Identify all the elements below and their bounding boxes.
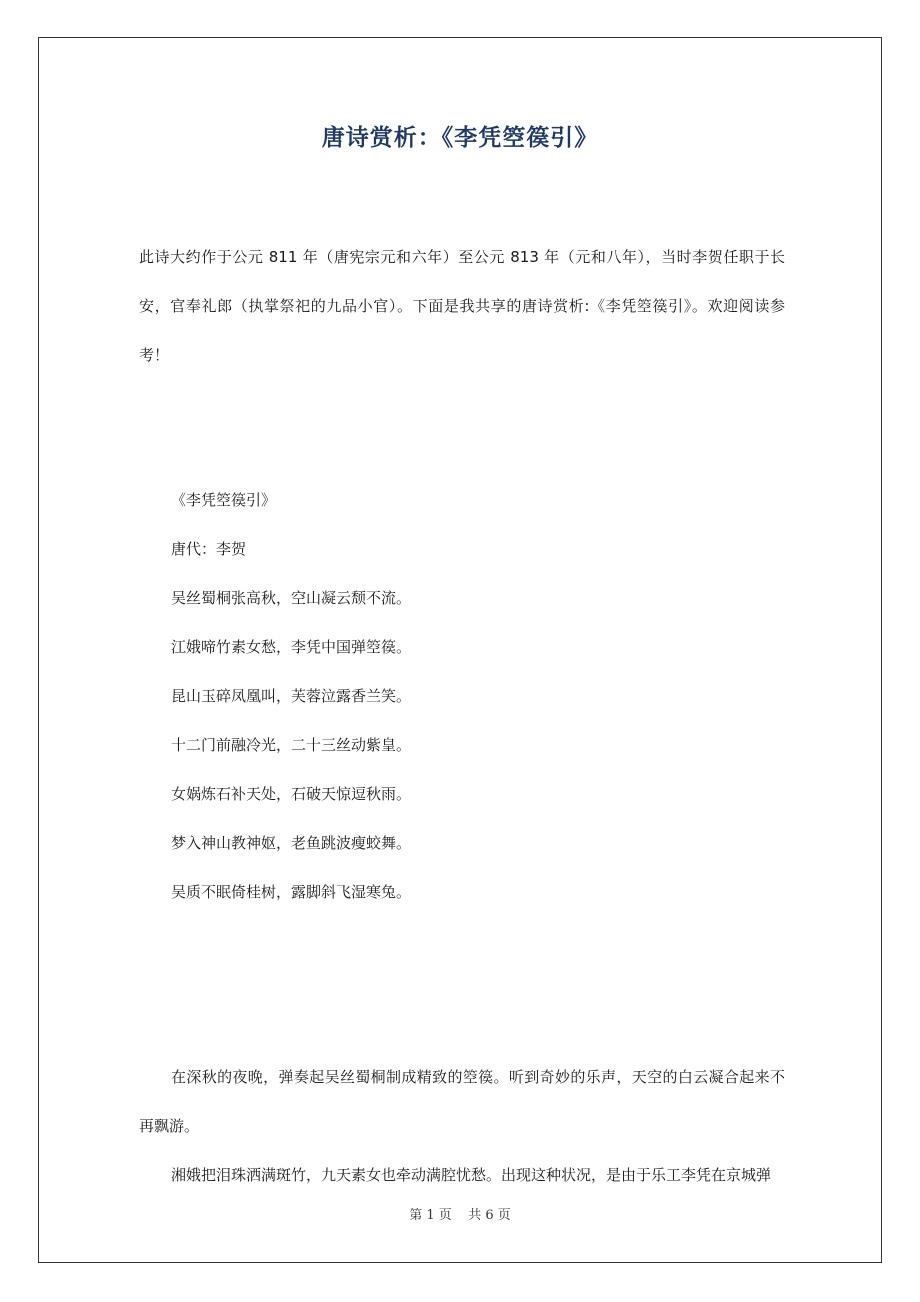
document-title: 唐诗赏析：《李凭箜篌引》: [321, 125, 599, 151]
poem-line: 十二门前融冷光，二十三丝动紫皇。: [171, 736, 412, 754]
translation-section: [139, 1053, 785, 1200]
page-number: 第 1 页: [409, 1208, 452, 1223]
poem-author: 唐代：李贺: [171, 540, 247, 558]
translation-paragraph: 湘娥把泪珠洒满斑竹，九天素女也牵动满腔忧愁。出现这种状况，是由于乐工李凭在京城弹: [171, 1166, 772, 1184]
poem-line: 女娲炼石补天处，石破天惊逗秋雨。: [171, 785, 412, 803]
poem-line: 梦入神山教神妪，老鱼跳波瘦蛟舞。: [171, 834, 412, 852]
translation-paragraph: 在深秋的夜晚，弹奏起吴丝蜀桐制成精致的箜篌。听到奇妙的乐声，天空的白云凝合起来不再飘游。: [139, 1068, 785, 1135]
poem-title: 《李凭箜篌引》: [171, 491, 277, 509]
page-total: 共 6 页: [468, 1208, 511, 1223]
poem-line: 昆山玉碎凤凰叫，芙蓉泣露香兰笑。: [171, 687, 412, 705]
poem-block: [171, 476, 771, 917]
poem-line: 吴丝蜀桐张高秋，空山凝云颓不流。: [171, 589, 412, 607]
poem-line: 吴质不眠倚桂树，露脚斜飞湿寒兔。: [171, 883, 412, 901]
poem-line: 江娥啼竹素女愁，李凭中国弹箜篌。: [171, 638, 412, 656]
intro-paragraph: 此诗大约作于公元 811 年（唐宪宗元和六年）至公元 813 年（元和八年），当时李贺任职于长安，官奉礼郎（执掌祭祀的九品小官）。下面是我共享的唐诗赏析:《李凭箜篌引》。欢迎阅读参考！: [139, 248, 785, 364]
page-footer: [0, 1204, 920, 1228]
